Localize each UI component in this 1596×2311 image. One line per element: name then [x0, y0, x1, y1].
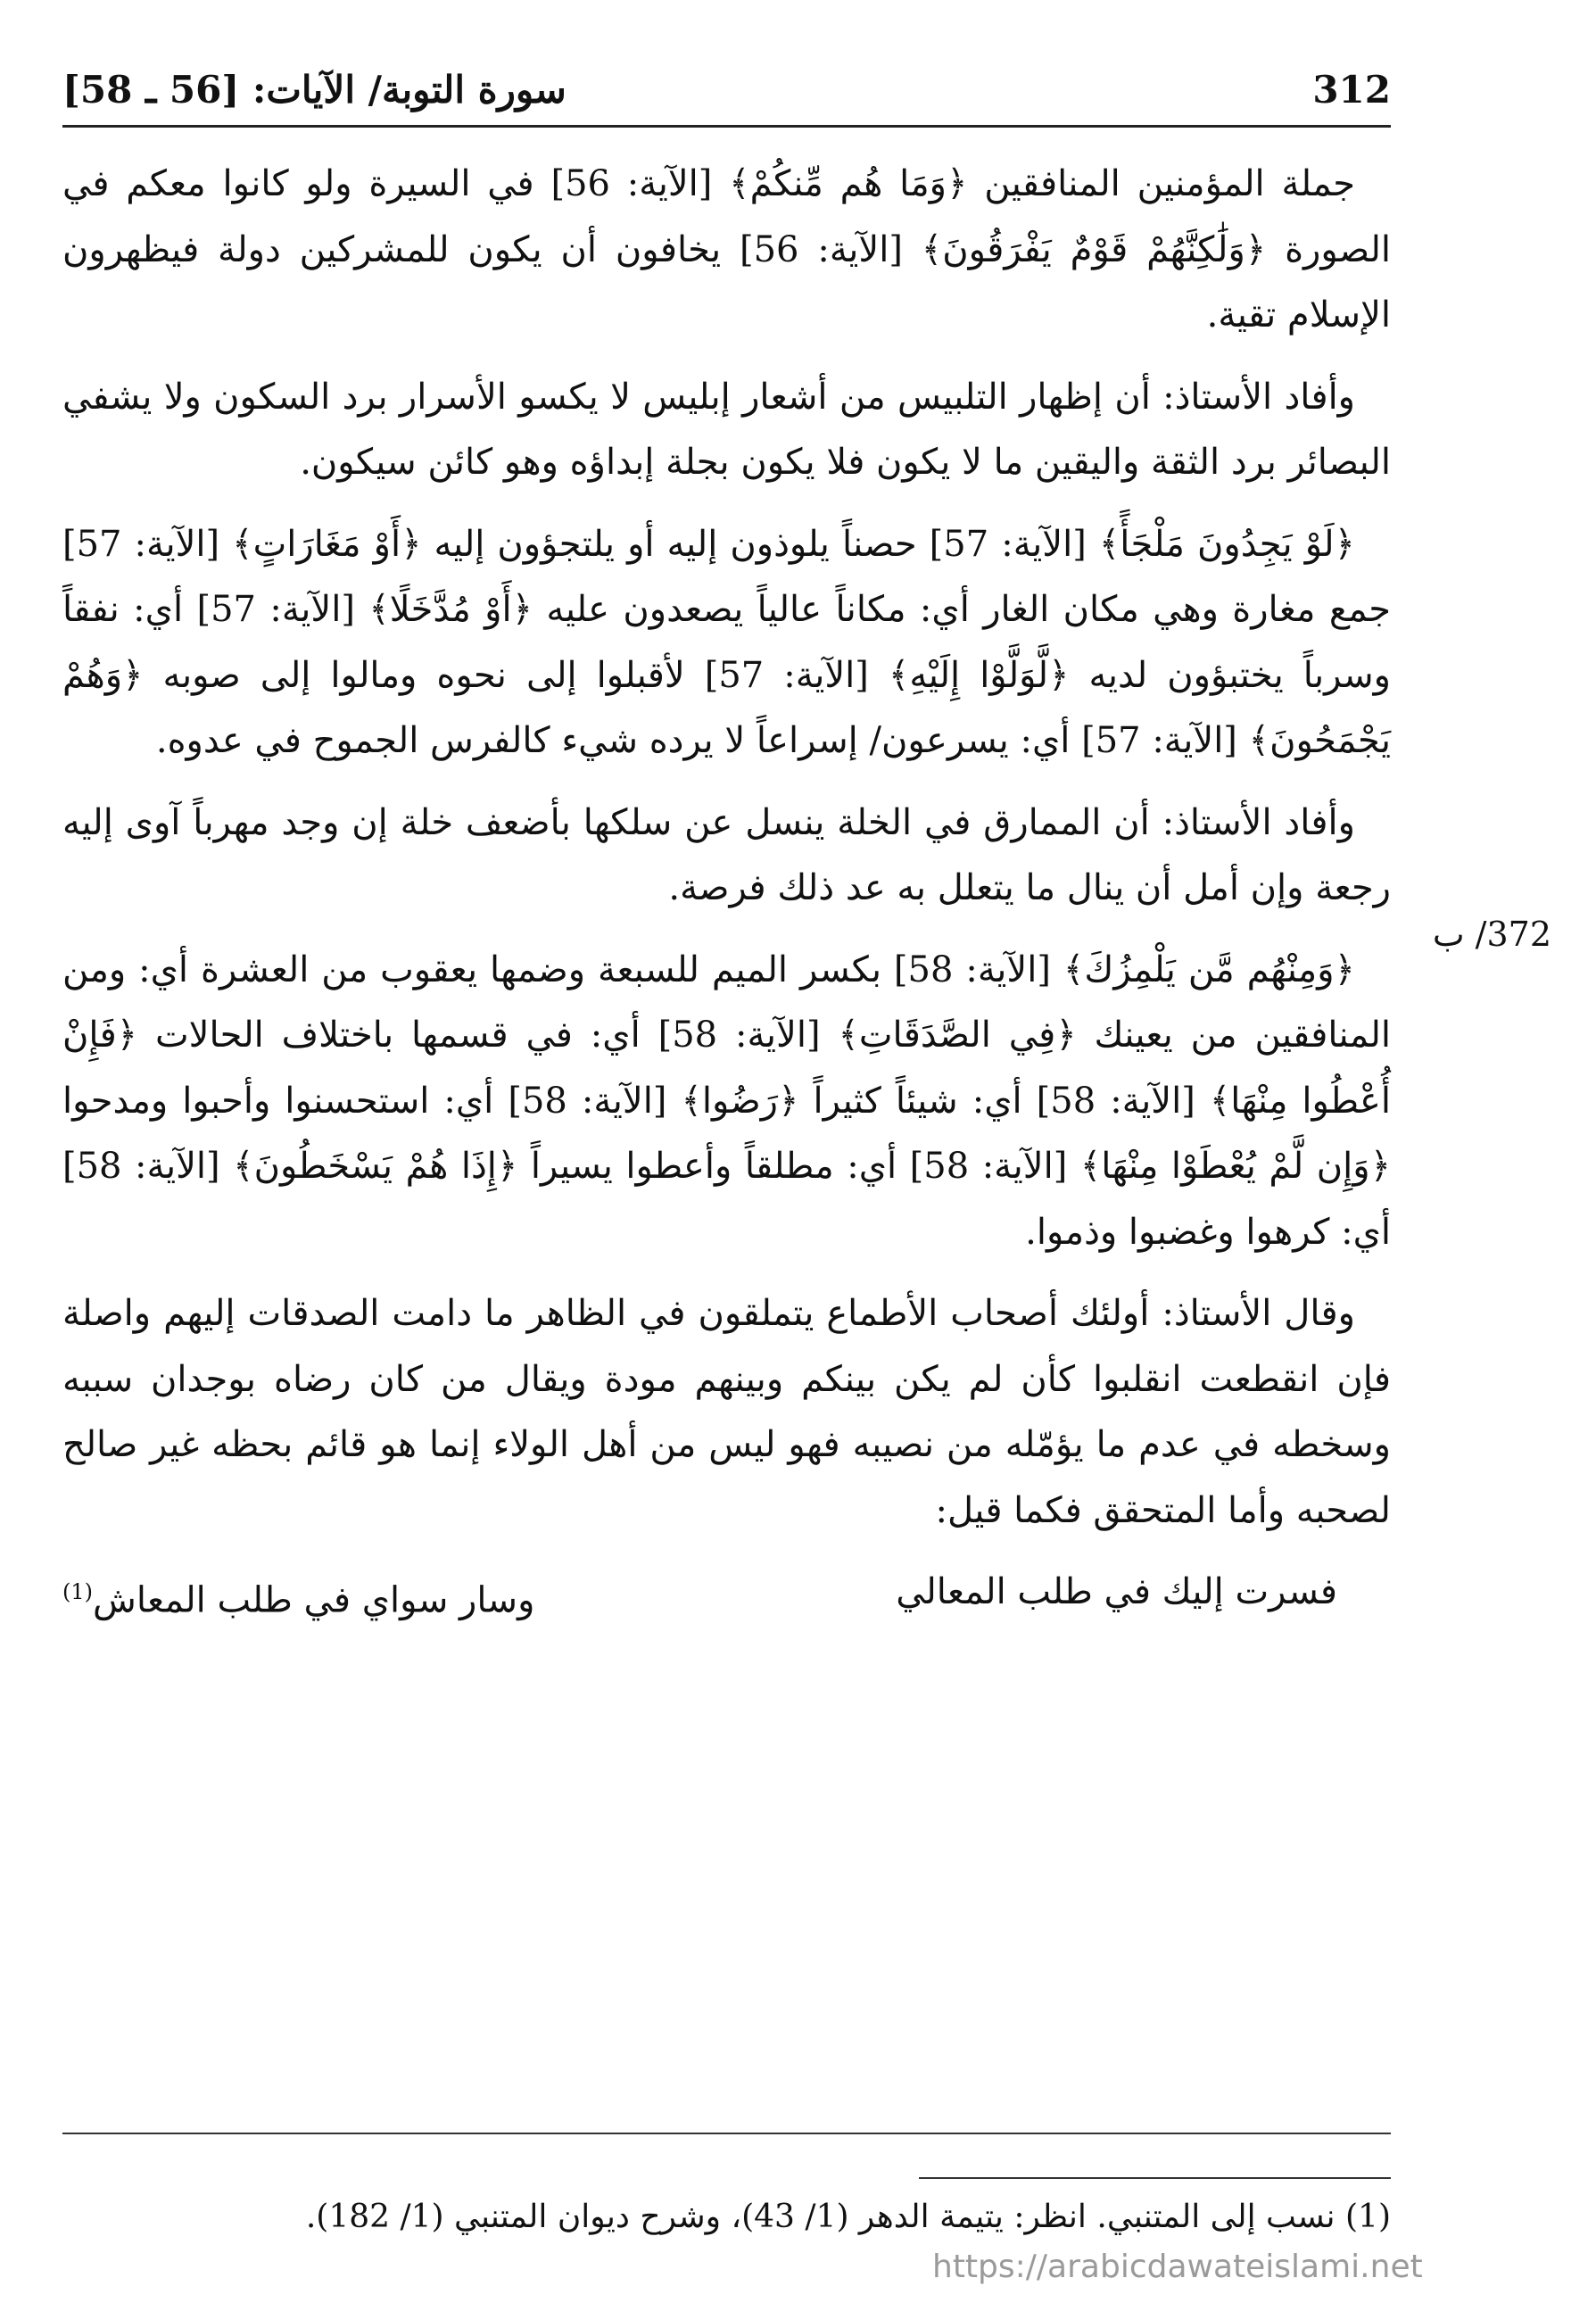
footnote-marker: (1)	[62, 1579, 94, 1604]
page-number: 312	[1312, 67, 1391, 112]
paragraph-4: وأفاد الأستاذ: أن الممارق في الخلة ينسل عن سلكها بأضعف خلة إن وجد مهرباً آوى إليه رجعة وإن أمل أن ينال ما يتعلل به عد ذلك فرصة.	[62, 801, 1391, 908]
manuscript-folio-marker: 372/ ب	[1432, 915, 1551, 954]
main-text	[62, 152, 1391, 1633]
surah-title: سورة التوبة/ الآيات: [56 ـ 58]	[62, 67, 566, 112]
poetry-verse	[62, 1560, 1391, 1633]
verse-second-hemistich	[62, 1560, 534, 1633]
paragraph-3: ﴿لَوْ يَجِدُونَ مَلْجَأً﴾ [الآية: 57] حصناً يلوذون إليه أو يلتجؤون إليه ﴿أَوْ مَغَارَاتٍ﴾ [الآية: 57] جمع مغارة وهي مكان الغار أي: مكاناً عالياً يصعدون عليه ﴿أَوْ مُدَّخَلًا﴾ [الآية: 57] أي: نفقاً وسرباً يختبؤون لديه ﴿لَّوَلَّوْا إِلَيْهِ﴾ [الآية: 57] لأقبلوا إلى نحوه ومالوا إلى صوبه ﴿وَهُمْ يَجْمَحُونَ﴾ [الآية: 57] أي: يسرعون/ إسراعاً لا يرده شيء كالفرس الجموح في عدوه.	[62, 523, 1391, 761]
paragraph-2: وأفاد الأستاذ: أن إظهار التلبيس من أشعار إبليس لا يكسو الأسرار برد السكون ولا يشفي البصائر برد الثقة واليقين ما لا يكون فلا يكون بجلة إبداؤه وهو كائن سيكون.	[62, 376, 1391, 483]
verse-second-text: وسار سواي في طلب المعاش	[93, 1579, 535, 1621]
watermark: https://arabicdawateislami.net	[932, 2249, 1423, 2285]
verse-first-hemistich: فسرت إليك في طلب المعالي	[896, 1571, 1337, 1612]
footnote: (1) نسب إلى المتنبي. انظر: يتيمة الدهر (1/ 43)، وشرح ديوان المتنبي (1/ 182).	[305, 2199, 1391, 2235]
paragraph-5: ﴿وَمِنْهُم مَّن يَلْمِزُكَ﴾ [الآية: 58] بكسر الميم للسبعة وضمها يعقوب من العشرة أي: ومن المنافقين من يعينك ﴿فِي الصَّدَقَاتِ﴾ [الآية: 58] أي: في قسمها باختلاف الحالات ﴿فَإِنْ أُعْطُوا مِنْهَا﴾ [الآية: 58] أي: شيئاً كثيراً ﴿رَضُوا﴾ [الآية: 58] أي: استحسنوا وأحبوا ومدحوا ﴿وَإِن لَّمْ يُعْطَوْا مِنْهَا﴾ [الآية: 58] أي: مطلقاً وأعطوا يسيراً ﴿إِذَا هُمْ يَسْخَطُونَ﴾ [الآية: 58] أي: كرهوا وغضبوا وذموا.	[62, 948, 1392, 1253]
paragraph-6: وقال الأستاذ: أولئك أصحاب الأطماع يتملقون في الظاهر ما دامت الصدقات إليهم واصلة فإن انقطعت انقلبوا كأن لم يكن بينكم وبينهم مودة ويقال من كان رضاه بوجدان سببه وسخطه في عدم ما يؤمّله من نصيبه فهو ليس من أهل الولاء إنما هو قائم بحظه غير صالح لصحبه وأما المتحقق فكما قيل:	[62, 1293, 1391, 1531]
paragraph-1: جملة المؤمنين المنافقين ﴿وَمَا هُم مِّنكُمْ﴾ [الآية: 56] في السيرة ولو كانوا معكم في الصورة ﴿وَلَٰكِنَّهُمْ قَوْمٌ يَفْرَقُونَ﴾ [الآية: 56] يخافون أن يكون للمشركين دولة فيظهرون الإسلام تقية.	[62, 163, 1391, 335]
header-rule	[62, 125, 1391, 128]
running-header	[62, 62, 1391, 116]
footer-rule	[62, 2133, 1391, 2134]
footnote-separator	[919, 2177, 1391, 2179]
